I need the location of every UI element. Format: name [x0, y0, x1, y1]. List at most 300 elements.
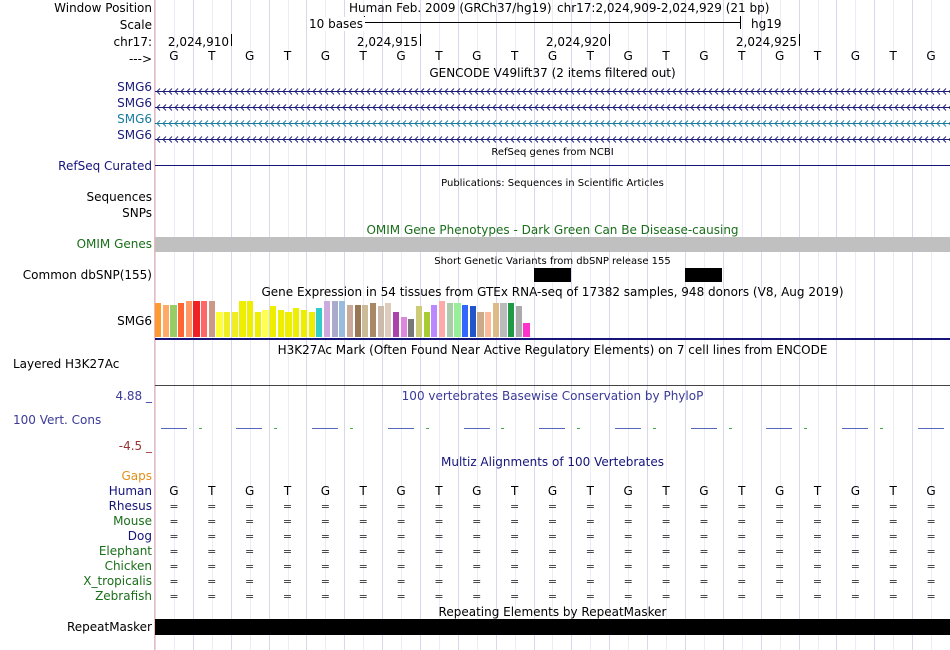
sequence-base: G — [472, 49, 482, 63]
alignment-match: = — [207, 545, 217, 558]
conservation-track-label[interactable]: 100 Vert. Cons — [13, 413, 102, 427]
sequence-base: T — [435, 49, 443, 63]
alignment-match: = — [585, 560, 595, 573]
alignment-match: = — [585, 545, 595, 558]
alignment-match: = — [358, 590, 368, 603]
gtex-tissue-bar[interactable] — [370, 303, 376, 337]
alignment-match: = — [737, 515, 747, 528]
alignment-match: = — [472, 560, 482, 573]
species-label[interactable]: Mouse — [113, 514, 152, 528]
alignment-match: = — [207, 575, 217, 588]
gtex-tissue-bar[interactable] — [324, 301, 330, 337]
sequence-base: G — [699, 49, 709, 63]
gtex-tissue-bar[interactable] — [239, 301, 245, 337]
transcript-line[interactable] — [155, 135, 950, 144]
gtex-tissue-bar[interactable] — [500, 303, 506, 337]
alignment-match: = — [434, 560, 444, 573]
alignment-match: = — [207, 530, 217, 543]
scale-bar-text: 10 bases — [309, 17, 363, 31]
alignment-match: = — [358, 545, 368, 558]
sequence-base: T — [208, 49, 216, 63]
sequence-base: G — [623, 49, 633, 63]
alignment-base: T — [208, 484, 216, 498]
alignment-match: = — [850, 545, 860, 558]
alignment-match: = — [358, 530, 368, 543]
sequence-base: T — [738, 49, 746, 63]
gtex-tissue-bar[interactable] — [493, 303, 499, 337]
alignment-match: = — [661, 560, 671, 573]
alignment-match: = — [282, 590, 293, 603]
species-label[interactable]: Dog — [127, 529, 152, 543]
gtex-tissue-bar[interactable] — [178, 303, 184, 337]
alignment-match: = — [699, 500, 709, 513]
alignment-match: = — [245, 575, 255, 588]
alignment-match: = — [472, 575, 482, 588]
publications-snps-label[interactable]: SNPs — [122, 206, 152, 220]
conservation-mark — [274, 428, 277, 429]
gtex-tissue-bar[interactable] — [516, 306, 522, 337]
alignment-match: = — [699, 515, 709, 528]
alignment-match: = — [434, 515, 444, 528]
alignment-base: G — [244, 484, 255, 498]
alignment-match: = — [888, 500, 898, 513]
gtex-tissue-bar[interactable] — [316, 308, 322, 337]
alignment-match: = — [245, 560, 255, 573]
h3k27ac-track-title: H3K27Ac Mark (Often Found Near Active Regulatory Elements) on 7 cell lines from ENCODE — [277, 343, 828, 357]
refseq-track-title: RefSeq genes from NCBI — [491, 147, 614, 158]
snp-variant-mark[interactable] — [534, 268, 571, 282]
omim-track-title: OMIM Gene Phenotypes - Dark Green Can Be Disease-causing — [366, 223, 739, 237]
alignment-match: = — [358, 575, 368, 588]
publications-track-title: Publications: Sequences in Scientific Articles — [441, 178, 664, 189]
alignment-match: = — [547, 545, 558, 558]
alignment-match: = — [812, 530, 823, 543]
dbsnp-track-title: Short Genetic Variants from dbSNP release 155 — [434, 256, 671, 267]
snp-variant-mark[interactable] — [685, 268, 722, 282]
alignment-match: = — [434, 590, 444, 603]
alignment-match: = — [850, 575, 860, 588]
alignment-match: = — [547, 530, 558, 543]
alignment-match: = — [812, 575, 823, 588]
alignment-match: = — [812, 590, 823, 603]
transcript-line[interactable] — [155, 87, 950, 96]
alignment-match: = — [623, 545, 633, 558]
gtex-tissue-bar[interactable] — [163, 305, 169, 337]
coordinate-label: 2,024,920 — [545, 35, 607, 49]
gtex-tissue-bar[interactable] — [431, 305, 437, 337]
window-position-label: Window Position — [54, 1, 152, 15]
alignment-match: = — [169, 545, 179, 558]
alignment-base: G — [396, 484, 406, 498]
repeatmasker-track-title: Repeating Elements by RepeatMasker — [438, 605, 667, 619]
alignment-match: = — [926, 590, 936, 603]
alignment-match: = — [585, 530, 595, 543]
alignment-base: T — [435, 484, 443, 498]
h3k27ac-track-label[interactable]: Layered H3K27Ac — [13, 357, 120, 371]
alignment-match: = — [320, 575, 330, 588]
alignment-match: = — [926, 530, 936, 543]
track-data-area — [155, 0, 950, 650]
gtex-tissue-bar[interactable] — [439, 301, 445, 337]
alignment-match: = — [623, 530, 633, 543]
gtex-tissue-bar[interactable] — [285, 312, 291, 337]
gtex-tissue-bar[interactable] — [278, 310, 284, 337]
gtex-gene-line[interactable] — [155, 338, 950, 340]
gtex-tissue-bar[interactable] — [462, 305, 468, 337]
repeat-element-bar[interactable] — [155, 619, 950, 635]
alignment-base: T — [510, 484, 519, 498]
strand-label[interactable]: ---> — [128, 52, 152, 66]
conservation-mark — [426, 428, 429, 429]
alignment-base: G — [169, 484, 179, 498]
gtex-tissue-bar[interactable] — [485, 312, 491, 337]
conservation-min-label: -4.5 _ — [118, 439, 152, 453]
db-label: hg19 — [751, 17, 782, 31]
assembly-title: Human Feb. 2009 (GRCh37/hg19) — [349, 1, 552, 15]
alignment-match: = — [699, 575, 709, 588]
alignment-match: = — [510, 545, 520, 558]
gtex-tissue-bar[interactable] — [424, 312, 430, 337]
sequence-base: G — [926, 49, 936, 63]
window-range: chr17:2,024,909-2,024,929 (21 bp) — [557, 1, 770, 15]
alignment-base: G — [850, 484, 860, 498]
species-label[interactable]: X_tropicalis — [83, 574, 152, 588]
sequence-base: G — [169, 49, 179, 63]
gtex-tissue-bar[interactable] — [416, 306, 422, 337]
gtex-tissue-bar[interactable] — [355, 305, 361, 337]
alignment-match: = — [775, 545, 785, 558]
publications-sequences-label[interactable]: Sequences — [86, 190, 152, 204]
gtex-tissue-bar[interactable] — [332, 301, 338, 337]
multiz-track-title: Multiz Alignments of 100 Vertebrates — [440, 455, 665, 469]
alignment-match: = — [775, 575, 785, 588]
alignment-match: = — [547, 590, 558, 603]
gtex-tissue-bar[interactable] — [186, 301, 192, 337]
gtex-tissue-bar[interactable] — [293, 308, 299, 337]
gtex-tissue-bar[interactable] — [270, 306, 276, 337]
alignment-match: = — [169, 590, 179, 603]
alignment-match: = — [510, 500, 520, 513]
alignment-match: = — [320, 515, 330, 528]
gtex-tissue-bar[interactable] — [232, 312, 238, 337]
alignment-match: = — [169, 575, 179, 588]
alignment-match: = — [737, 575, 747, 588]
alignment-match: = — [812, 545, 823, 558]
alignment-match: = — [207, 590, 217, 603]
alignment-match: = — [623, 590, 633, 603]
gtex-tissue-bar[interactable] — [347, 305, 353, 337]
alignment-match: = — [472, 545, 482, 558]
alignment-base: T — [813, 484, 822, 498]
gtex-tissue-bar[interactable] — [170, 305, 176, 337]
alignment-match: = — [661, 500, 671, 513]
gencode-track-title: GENCODE V49lift37 (2 items filtered out) — [429, 66, 676, 80]
alignment-match: = — [888, 545, 898, 558]
gtex-tissue-bar[interactable] — [523, 323, 529, 337]
alignment-match: = — [661, 575, 671, 588]
scale-label: Scale — [119, 18, 152, 32]
track-labels — [0, 0, 154, 650]
alignment-match: = — [358, 560, 368, 573]
alignment-base: G — [699, 484, 709, 498]
gtex-tissue-bar[interactable] — [362, 305, 368, 337]
gtex-tissue-bar[interactable] — [385, 303, 391, 337]
alignment-match: = — [888, 590, 898, 603]
sequence-base: G — [396, 49, 406, 63]
gtex-tissue-bar[interactable] — [447, 303, 453, 337]
gtex-tissue-bar[interactable] — [339, 301, 345, 337]
sequence-base: T — [359, 49, 367, 63]
alignment-match: = — [510, 560, 520, 573]
transcript-line[interactable] — [155, 119, 950, 128]
alignment-match: = — [396, 545, 406, 558]
conservation-mark — [161, 428, 187, 429]
alignment-base: T — [662, 484, 670, 498]
gtex-tissue-bar[interactable] — [508, 303, 514, 337]
alignment-match: = — [737, 530, 747, 543]
omim-gene-bar[interactable] — [155, 237, 950, 252]
alignment-match: = — [169, 515, 179, 528]
alignment-match: = — [472, 590, 482, 603]
alignment-match: = — [623, 515, 633, 528]
alignment-match: = — [547, 500, 558, 513]
alignment-match: = — [169, 560, 179, 573]
alignment-match: = — [434, 545, 444, 558]
conservation-mark — [691, 428, 717, 429]
alignment-match: = — [282, 515, 293, 528]
conservation-mark — [804, 428, 807, 429]
alignment-match: = — [812, 560, 823, 573]
omim-track-label[interactable]: OMIM Genes — [76, 237, 152, 251]
species-label[interactable]: Elephant — [98, 544, 152, 558]
alignment-match: = — [699, 545, 709, 558]
gtex-tissue-bar[interactable] — [470, 306, 476, 337]
alignment-match: = — [396, 590, 406, 603]
alignment-match: = — [245, 530, 255, 543]
alignment-match: = — [585, 515, 595, 528]
alignment-match: = — [396, 515, 406, 528]
alignment-match: = — [926, 500, 936, 513]
conservation-mark — [388, 428, 414, 429]
species-label[interactable]: Chicken — [104, 559, 152, 573]
species-label[interactable]: Zebrafish — [95, 589, 152, 603]
conservation-mark — [729, 428, 732, 429]
alignment-match: = — [661, 530, 671, 543]
alignment-match: = — [926, 515, 936, 528]
alignment-match: = — [245, 500, 255, 513]
conservation-mark — [199, 428, 202, 429]
sequence-base: T — [889, 49, 897, 63]
alignment-base: G — [926, 484, 936, 498]
alignment-match: = — [510, 590, 520, 603]
alignment-match: = — [510, 530, 520, 543]
gaps-label[interactable]: Gaps — [121, 469, 152, 483]
alignment-match: = — [547, 560, 558, 573]
alignment-match: = — [585, 575, 595, 588]
alignment-match: = — [169, 500, 179, 513]
alignment-match: = — [775, 560, 785, 573]
gtex-tissue-bar[interactable] — [477, 312, 483, 337]
conservation-mark — [577, 428, 580, 429]
alignment-match: = — [888, 515, 898, 528]
conservation-mark — [880, 428, 883, 429]
gtex-tissue-bar[interactable] — [201, 301, 207, 337]
alignment-match: = — [207, 560, 217, 573]
chrom-label[interactable]: chr17: — [113, 35, 152, 49]
gtex-track-title: Gene Expression in 54 tissues from GTEx RNA-seq of 17382 samples, 948 donors (V8, Aug 2019) — [261, 285, 844, 299]
alignment-match: = — [396, 575, 406, 588]
alignment-match: = — [282, 500, 293, 513]
conservation-mark — [918, 428, 944, 429]
alignment-match: = — [282, 530, 293, 543]
alignment-match: = — [320, 545, 330, 558]
gtex-tissue-bar[interactable] — [378, 306, 384, 337]
alignment-match: = — [850, 515, 860, 528]
gtex-tissue-bar[interactable] — [255, 312, 261, 337]
alignment-match: = — [396, 560, 406, 573]
conservation-mark — [464, 428, 490, 429]
conservation-mark — [350, 428, 353, 429]
alignment-match: = — [926, 545, 936, 558]
conservation-max-label: 4.88 _ — [115, 389, 152, 403]
alignment-match: = — [812, 515, 823, 528]
alignment-match: = — [245, 545, 255, 558]
alignment-base: G — [320, 484, 330, 498]
gtex-tissue-bar[interactable] — [209, 301, 215, 337]
sequence-base: T — [283, 49, 292, 63]
alignment-match: = — [472, 500, 482, 513]
alignment-base: G — [774, 484, 785, 498]
coordinate-label: 2,024,910 — [167, 35, 229, 49]
alignment-match: = — [320, 560, 330, 573]
alignment-match: = — [775, 530, 785, 543]
alignment-match: = — [737, 500, 747, 513]
alignment-match: = — [207, 515, 217, 528]
alignment-match: = — [850, 590, 860, 603]
gtex-tissue-bar[interactable] — [393, 312, 399, 337]
alignment-base: T — [889, 484, 897, 498]
alignment-base: T — [283, 484, 292, 498]
gtex-tissue-bar[interactable] — [155, 303, 161, 337]
alignment-match: = — [510, 515, 520, 528]
alignment-match: = — [434, 575, 444, 588]
alignment-match: = — [661, 515, 671, 528]
gtex-tissue-bar[interactable] — [262, 310, 268, 337]
gtex-tissue-bar[interactable] — [193, 301, 199, 337]
conservation-mark — [236, 428, 262, 429]
sequence-base: T — [510, 49, 519, 63]
alignment-match: = — [547, 515, 558, 528]
alignment-match: = — [850, 530, 860, 543]
conservation-mark — [539, 428, 565, 429]
alignment-match: = — [282, 560, 293, 573]
gencode-track-label[interactable]: SMG6 — [117, 112, 152, 126]
refseq-track-label[interactable]: RefSeq Curated — [58, 159, 152, 173]
alignment-match: = — [926, 560, 936, 573]
gtex-tissue-bar[interactable] — [301, 310, 307, 337]
gtex-tissue-bar[interactable] — [216, 312, 222, 337]
gtex-tissue-bar[interactable] — [401, 317, 407, 337]
alignment-base: G — [623, 484, 633, 498]
alignment-match: = — [245, 590, 255, 603]
alignment-match: = — [320, 590, 330, 603]
transcript-line[interactable] — [155, 103, 950, 112]
alignment-match: = — [510, 575, 520, 588]
alignment-base: G — [547, 484, 558, 498]
conservation-mark — [653, 428, 656, 429]
gtex-tissue-bar[interactable] — [309, 312, 315, 337]
alignment-match: = — [282, 545, 293, 558]
alignment-match: = — [585, 590, 595, 603]
alignment-base: G — [472, 484, 482, 498]
alignment-match: = — [699, 530, 709, 543]
alignment-match: = — [888, 560, 898, 573]
alignment-match: = — [661, 545, 671, 558]
gencode-track-label[interactable]: SMG6 — [117, 80, 152, 94]
conservation-mark — [501, 428, 504, 429]
conservation-mark — [312, 428, 338, 429]
alignment-match: = — [434, 500, 444, 513]
sequence-base: G — [244, 49, 255, 63]
gencode-track-label[interactable]: SMG6 — [117, 96, 152, 110]
sequence-base: T — [813, 49, 822, 63]
gtex-expression-bars[interactable] — [155, 300, 950, 337]
alignment-match: = — [358, 500, 368, 513]
alignment-match: = — [812, 500, 823, 513]
alignment-match: = — [926, 575, 936, 588]
species-label[interactable]: Rhesus — [108, 499, 152, 513]
gtex-tissue-bar[interactable] — [454, 303, 460, 337]
gtex-tissue-bar[interactable] — [408, 319, 414, 337]
sequence-base: G — [320, 49, 330, 63]
alignment-match: = — [775, 500, 785, 513]
gtex-track-label[interactable]: SMG6 — [117, 314, 152, 328]
alignment-match: = — [623, 575, 633, 588]
alignment-match: = — [661, 590, 671, 603]
alignment-match: = — [623, 560, 633, 573]
alignment-match: = — [699, 560, 709, 573]
sequence-base: T — [662, 49, 670, 63]
alignment-match: = — [358, 515, 368, 528]
refseq-gene-line[interactable] — [155, 165, 950, 166]
gtex-tissue-bar[interactable] — [224, 312, 230, 337]
conservation-mark — [842, 428, 868, 429]
species-label[interactable]: Human — [108, 484, 152, 498]
alignment-base: T — [359, 484, 367, 498]
alignment-match: = — [434, 530, 444, 543]
coordinate-label: 2,024,925 — [735, 35, 797, 49]
alignment-match: = — [207, 500, 217, 513]
coordinate-label: 2,024,915 — [356, 35, 418, 49]
gencode-track-label[interactable]: SMG6 — [117, 128, 152, 142]
dbsnp-track-label[interactable]: Common dbSNP(155) — [22, 268, 152, 282]
conservation-mark — [615, 428, 641, 429]
alignment-match: = — [775, 515, 785, 528]
repeatmasker-track-label[interactable]: RepeatMasker — [66, 620, 152, 634]
sequence-base: G — [547, 49, 558, 63]
alignment-match: = — [169, 530, 179, 543]
sequence-base: G — [850, 49, 860, 63]
alignment-match: = — [245, 515, 255, 528]
alignment-match: = — [282, 575, 293, 588]
alignment-match: = — [850, 560, 860, 573]
alignment-match: = — [320, 500, 330, 513]
alignment-match: = — [737, 560, 747, 573]
alignment-match: = — [396, 500, 406, 513]
alignment-match: = — [396, 530, 406, 543]
alignment-match: = — [888, 575, 898, 588]
gtex-tissue-bar[interactable] — [247, 301, 253, 337]
